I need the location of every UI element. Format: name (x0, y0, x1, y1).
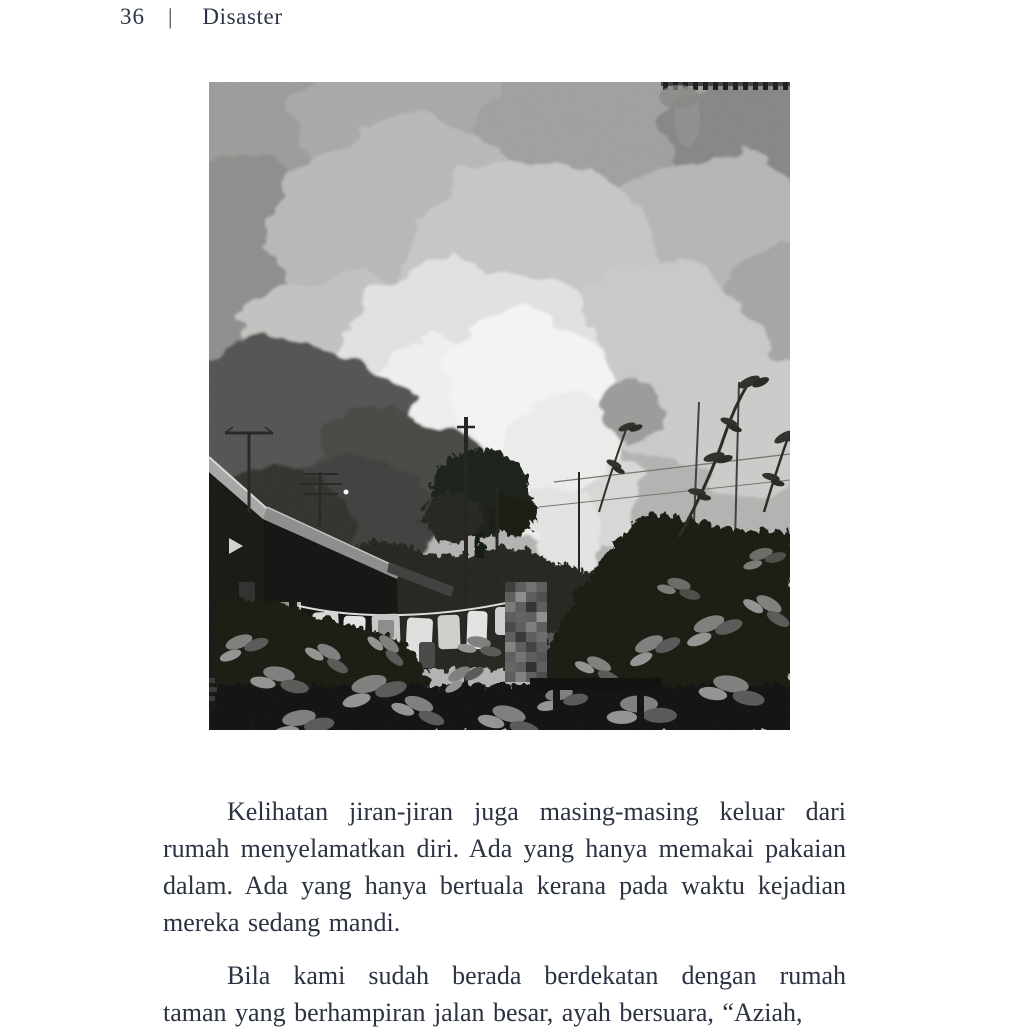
photo-figure (209, 82, 790, 730)
text-line: taman yang berhampiran jalan besar, ayah bersuara, “Aziah, (163, 998, 803, 1027)
text-line: dalam. Ada yang hanya bertuala kerana pada waktu kejadian (163, 871, 846, 900)
book-title: Disaster (202, 4, 283, 29)
paragraph-1 (163, 793, 846, 941)
running-header (120, 4, 283, 30)
header-separator: | (168, 4, 173, 29)
paragraph-2 (163, 957, 846, 1031)
page-number: 36 (120, 4, 145, 29)
body-text (163, 793, 846, 1031)
film-grain-overlay (209, 82, 790, 730)
text-line: rumah menyelamatkan diri. Ada yang hanya memakai pakaian (163, 834, 846, 863)
text-line: Bila kami sudah berada berdekatan dengan rumah (227, 961, 846, 990)
eruption-photo (209, 82, 790, 730)
text-line: mereka sedang mandi. (163, 908, 401, 937)
text-line: Kelihatan jiran-jiran juga masing-masing keluar dari (227, 797, 846, 826)
